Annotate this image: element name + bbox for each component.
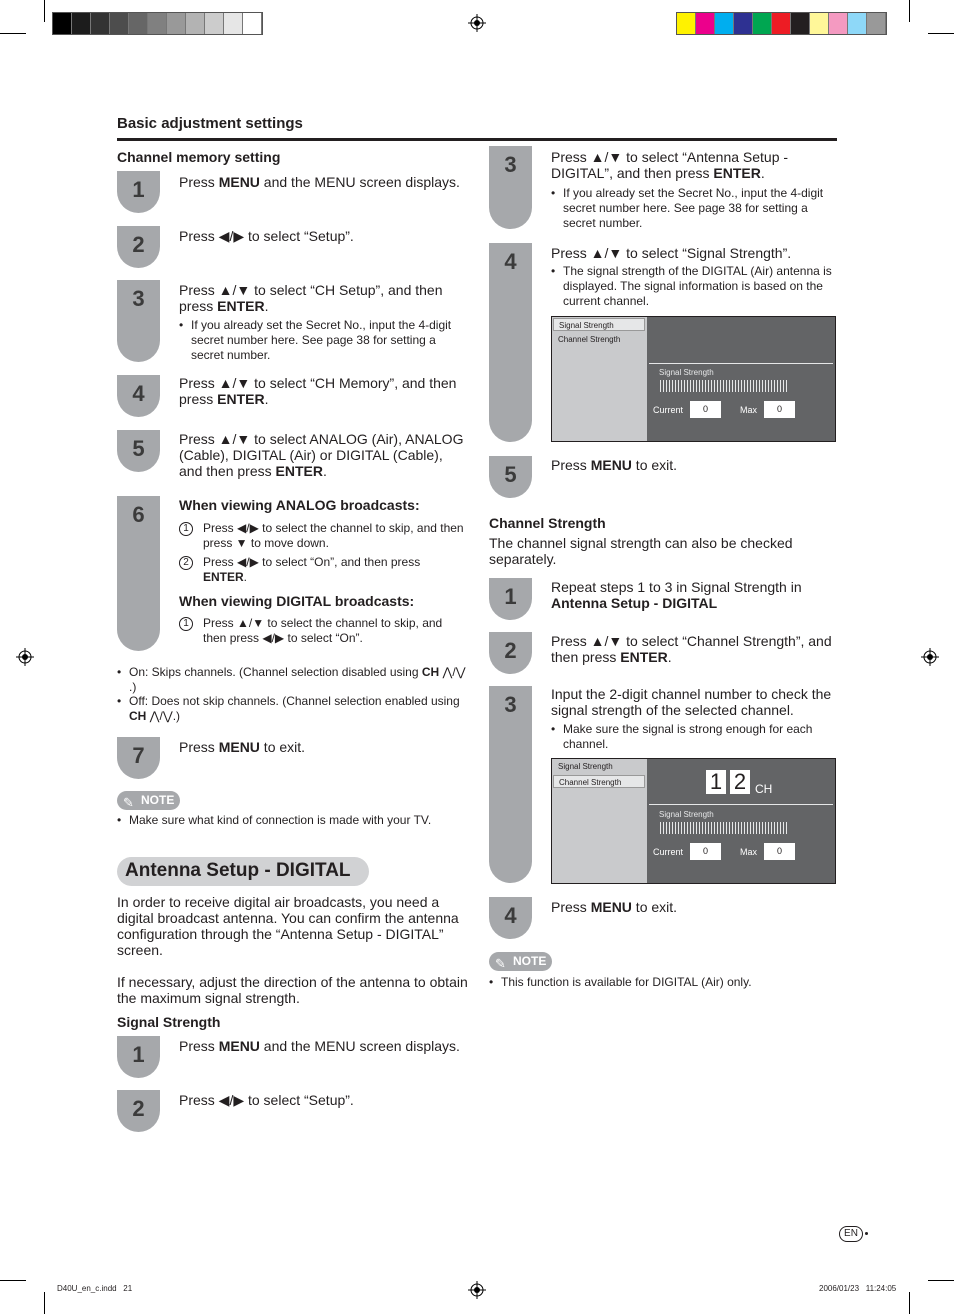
color-swatch [224, 13, 243, 34]
step-badge: 7 [117, 737, 160, 779]
channel-strength-intro: The channel signal strength can also be checked separately. [489, 535, 793, 567]
crop-mark [44, 1292, 45, 1314]
step-badge: 1 [117, 171, 160, 213]
max-label: Max [740, 847, 758, 857]
digital-item: 1 Press ▲/▼ to select the channel to skip, and then press ◀/▶ to select “On”. [179, 616, 464, 646]
step-text: Press MENU and the MENU screen displays. [179, 174, 460, 190]
color-swatch [110, 13, 129, 34]
file-name: D40U_en_c.indd 21 [57, 1284, 133, 1293]
color-swatch [753, 13, 772, 34]
step-badge: 4 [489, 243, 532, 442]
step-text: Press ▲/▼ to select “Signal Strength”. [551, 245, 792, 261]
color-swatch [148, 13, 167, 34]
note-text: • This function is available for DIGITAL (Air) only. [489, 975, 831, 990]
crop-mark [0, 33, 26, 34]
step-badge: 6 [117, 496, 160, 651]
step-text: Press MENU to exit. [551, 457, 678, 473]
max-value: 0 [764, 843, 795, 860]
screen-divider [649, 804, 833, 805]
timestamp: 2006/01/23 11:24:05 [819, 1284, 897, 1293]
step-badge: 5 [489, 456, 532, 498]
crop-mark [928, 33, 954, 34]
menu-item-channel-strength: Channel Strength [558, 335, 621, 344]
note-text: • Make sure what kind of connection is made with your TV. [117, 813, 479, 828]
language-badge: EN [839, 1226, 863, 1242]
registration-mark-icon [468, 1281, 486, 1299]
registration-mark-icon [468, 14, 486, 32]
antenna-paragraph: In order to receive digital air broadcasts, you need a digital broadcast antenna. You can confirm the antenna configuration through the “Antenna Setup - DIGITAL” screen. [117, 894, 459, 958]
note-badge: ✎ NOTE [489, 952, 552, 971]
screen-divider [649, 363, 833, 364]
max-value: 0 [764, 401, 795, 418]
current-value: 0 [690, 401, 721, 418]
step-badge: 1 [117, 1036, 160, 1078]
crop-mark [909, 1292, 910, 1314]
crop-mark [909, 0, 910, 22]
step-text: Press ▲/▼ to select “Antenna Setup - DIGITAL”, and then press ENTER. [551, 149, 789, 181]
step-text: Press ▲/▼ to select “Channel Strength”, and then press ENTER. [551, 633, 832, 665]
color-swatch [129, 13, 148, 34]
antenna-paragraph: If necessary, adjust the direction of the antenna to obtain the maximum signal strength. [117, 974, 468, 1006]
color-swatch [772, 13, 791, 34]
step-text: Press MENU to exit. [551, 899, 678, 915]
color-swatch [91, 13, 110, 34]
digital-subheading: When viewing DIGITAL broadcasts: [179, 593, 415, 609]
step-text: Press MENU to exit. [179, 739, 306, 755]
on-off-bullet: • On: Skips channels. (Channel selection disabled using CH ⋀/⋁ .) [117, 665, 474, 695]
step-text: Repeat steps 1 to 3 in Signal Strength in Antenna Setup - DIGITAL [551, 579, 802, 611]
step-text: Input the 2-digit channel number to check the signal strength of the selected channel. [551, 686, 832, 718]
step-bullet: • If you already set the Secret No., input the 4-digit secret number here. See page 38 for setting a secret number. [179, 318, 466, 363]
analog-item: 1 Press ◀/▶ to select the channel to skip, and then press ▼ to move down. [179, 521, 464, 551]
current-label: Current [653, 405, 684, 415]
step-text: Press ◀/▶ to select “Setup”. [179, 228, 354, 244]
meter-label: Signal Strength [659, 810, 714, 819]
signal-strength-heading: Signal Strength [117, 1014, 221, 1030]
grayscale-bar [52, 12, 263, 35]
step-badge: 1 [489, 578, 532, 620]
step-badge: 4 [117, 375, 160, 417]
step-badge: 5 [117, 430, 160, 472]
ch-label: CH [755, 782, 773, 796]
step-badge: 2 [117, 226, 160, 268]
current-label: Current [653, 847, 684, 857]
step-text: Press MENU and the MENU screen displays. [179, 1038, 460, 1054]
meter-label: Signal Strength [659, 368, 714, 377]
on-off-bullet: • Off: Does not skip channels. (Channel selection enabled using CH ⋀/⋁.) [117, 694, 474, 724]
menu-item-signal-strength: Signal Strength [553, 318, 645, 331]
color-swatch [810, 13, 829, 34]
step-text: Press ▲/▼ to select “CH Memory”, and then press ENTER. [179, 375, 457, 407]
color-swatch [243, 13, 262, 34]
analog-subheading: When viewing ANALOG broadcasts: [179, 497, 420, 513]
menu-item-signal-strength: Signal Strength [558, 762, 613, 771]
pencil-icon: ✎ [495, 956, 506, 971]
color-swatch [791, 13, 810, 34]
page-bullet [865, 1232, 868, 1235]
color-swatch [696, 13, 715, 34]
color-swatch [867, 13, 886, 34]
channel-memory-heading: Channel memory setting [117, 149, 281, 165]
section-title: Basic adjustment settings [117, 115, 303, 132]
color-swatch [186, 13, 205, 34]
current-value: 0 [690, 843, 721, 860]
step-bullet: • If you already set the Secret No., input the 4-digit secret number here. See page 38 for setting a secret number. [551, 186, 833, 231]
color-swatch [829, 13, 848, 34]
registration-mark-icon [921, 648, 939, 666]
step-badge: 4 [489, 897, 532, 939]
channel-strength-screen [551, 758, 836, 884]
antenna-setup-title: Antenna Setup - DIGITAL [117, 857, 369, 886]
pencil-icon: ✎ [123, 795, 134, 810]
menu-item-channel-strength: Channel Strength [553, 775, 645, 788]
max-label: Max [740, 405, 758, 415]
color-swatch [167, 13, 186, 34]
color-bar [676, 12, 887, 35]
channel-digit: 2 [730, 770, 750, 794]
note-badge: ✎ NOTE [117, 791, 180, 810]
analog-item: 2 Press ◀/▶ to select “On”, and then press ENTER. [179, 555, 464, 585]
step-bullet: • The signal strength of the DIGITAL (Air) antenna is displayed. The signal information is based on the current channel. [551, 264, 848, 309]
step-text: Press ◀/▶ to select “Setup”. [179, 1092, 354, 1108]
color-swatch [734, 13, 753, 34]
color-swatch [848, 13, 867, 34]
color-swatch [715, 13, 734, 34]
color-swatch [72, 13, 91, 34]
step-badge: 2 [117, 1090, 160, 1132]
color-swatch [677, 13, 696, 34]
crop-mark [928, 1280, 954, 1281]
step-badge: 2 [489, 632, 532, 674]
color-swatch [53, 13, 72, 34]
step-bullet: • Make sure the signal is strong enough for each channel. [551, 722, 848, 752]
registration-mark-icon [16, 648, 34, 666]
step-text: Press ▲/▼ to select ANALOG (Air), ANALOG (Cable), DIGITAL (Air) or DIGITAL (Cable), and then press ENTER. [179, 431, 464, 479]
signal-strength-screen [551, 316, 836, 442]
signal-meter [660, 822, 788, 834]
crop-mark [44, 0, 45, 22]
step-badge: 3 [489, 146, 532, 229]
step-badge: 3 [117, 280, 160, 362]
channel-strength-heading: Channel Strength [489, 515, 606, 531]
crop-mark [0, 1280, 26, 1281]
color-swatch [205, 13, 224, 34]
signal-meter [660, 380, 788, 392]
step-text: Press ▲/▼ to select “CH Setup”, and then press ENTER. [179, 282, 443, 314]
section-rule [117, 138, 837, 141]
step-badge: 3 [489, 686, 532, 883]
channel-digit: 1 [706, 770, 726, 794]
